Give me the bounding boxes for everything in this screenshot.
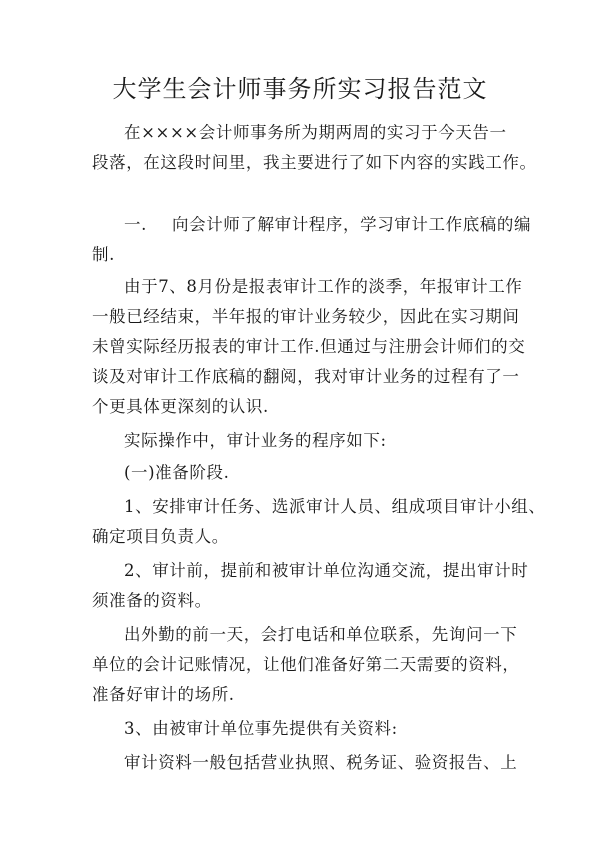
paragraph-line: 制. (92, 245, 115, 264)
document-title: 大学生会计师事务所实习报告范文 (112, 75, 488, 103)
paragraph-line: 审计资料一般包括营业执照、税务证、验资报告、上 (124, 753, 518, 772)
paragraph-line: 个更具体更深刻的认识. (92, 397, 269, 416)
paragraph-line: 须准备的资料。 (92, 591, 212, 610)
paragraph-line: 在××××会计师事务所为期两周的实习于今天告一 (124, 123, 507, 142)
paragraph-line: 由于7、8月份是报表审计工作的淡季，年报审计工作 (124, 277, 523, 296)
subsection-heading: (一)准备阶段. (124, 463, 230, 482)
paragraph-line: 确定项目负责人。 (92, 527, 229, 546)
paragraph-line: 未曾实际经历报表的审计工作.但通过与注册会计师们的交 (92, 337, 526, 356)
paragraph-line: 单位的会计记账情况，让他们准备好第二天需要的资料， (92, 655, 520, 674)
paragraph-line: 出外勤的前一天，会打电话和单位联系，先询问一下 (124, 625, 518, 644)
paragraph-line: 一般已经结束，半年报的审计业务较少，因此在实习期间 (92, 307, 520, 326)
paragraph-line: 段落，在这段时间里，我主要进行了如下内容的实践工作。 (92, 153, 537, 172)
paragraph-line: 准备好审计的场所. (92, 685, 235, 704)
paragraph-line: 1、安排审计任务、选派审计人员、组成项目审计小组、 (124, 497, 546, 516)
paragraph-line: 3、由被审计单位事先提供有关资料: (124, 719, 398, 738)
section-heading-text: 向会计师了解审计程序，学习审计工作底稿的编 (172, 215, 532, 234)
paragraph-line: 谈及对审计工作底稿的翻阅，我对审计业务的过程有了一 (92, 367, 520, 386)
section-number: 一. (124, 215, 147, 234)
paragraph-line: 实际操作中，审计业务的程序如下: (124, 431, 387, 450)
paragraph-line: 2、审计前，提前和被审计单位沟通交流，提出审计时 (124, 561, 529, 580)
